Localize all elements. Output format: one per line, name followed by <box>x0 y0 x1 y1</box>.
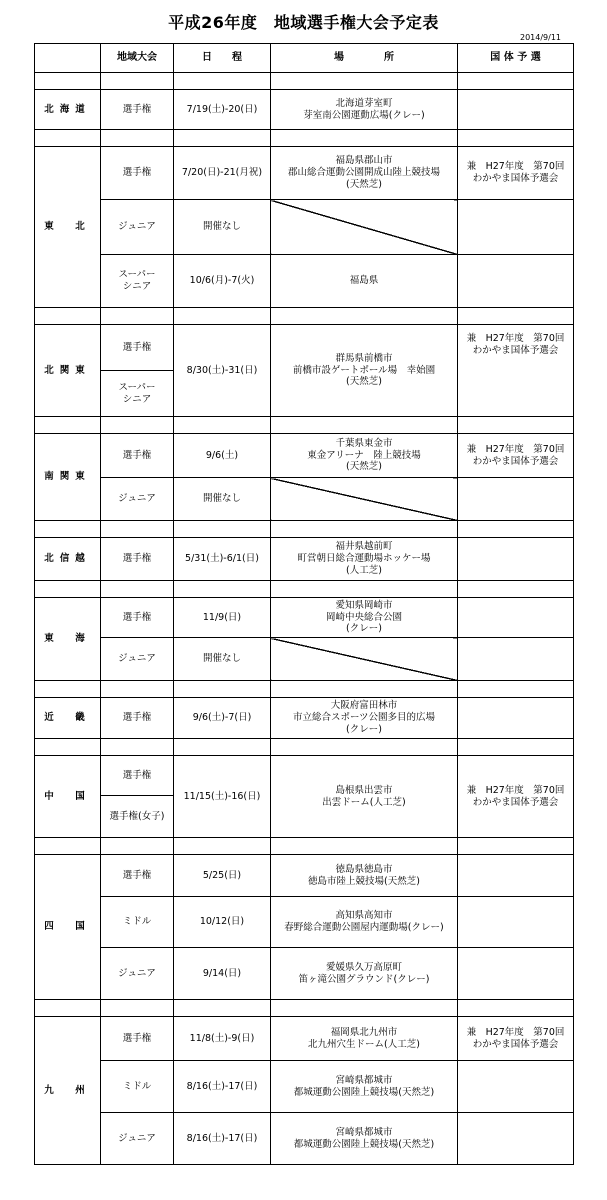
table-row <box>35 434 574 478</box>
region-hokkaido: 北海道 <box>35 90 101 130</box>
region-tohoku: 東 北 <box>35 147 101 308</box>
region-kyushu: 九 州 <box>35 1017 101 1165</box>
event-cell: 選手権 <box>101 855 174 897</box>
table-row <box>35 638 574 681</box>
separator-row <box>35 1000 574 1017</box>
region-minamikanto: 南関東 <box>35 434 101 521</box>
table-row <box>35 538 574 581</box>
venue-cell: 福岡県北九州市 北九州穴生ドーム(人工芝) <box>271 1017 458 1061</box>
kokutai-cell: 兼 H27年度 第70回 わかやま国体予選会 <box>458 756 574 838</box>
venue-cell: 大阪府富田林市 市立総合スポーツ公園多目的広場 (クレー) <box>271 698 458 739</box>
date-cell: 8/30(土)-31(日) <box>174 325 271 417</box>
date-cell: 7/20(日)-21(月祝) <box>174 147 271 200</box>
separator-row <box>35 681 574 698</box>
header-row <box>35 44 574 73</box>
event-cell: ジュニア <box>101 948 174 1000</box>
kokutai-cell <box>458 1061 574 1113</box>
header-event: 地域大会 <box>101 44 174 73</box>
kokutai-cell <box>458 90 574 130</box>
kokutai-cell <box>458 598 574 638</box>
venue-cell: 北海道芽室町 芽室南公園運動広場(クレー) <box>271 90 458 130</box>
date-cell: 10/12(日) <box>174 897 271 948</box>
date-cell: 開催なし <box>174 200 271 255</box>
kokutai-cell: 兼 H27年度 第70回 わかやま国体予選会 <box>458 1017 574 1061</box>
table-row <box>35 200 574 255</box>
separator-row <box>35 838 574 855</box>
event-cell: 選手権 <box>101 756 174 796</box>
table-row <box>35 1113 574 1165</box>
event-cell: スーパー シニア <box>101 255 174 308</box>
separator-row <box>35 739 574 756</box>
region-chugoku: 中 国 <box>35 756 101 838</box>
kokutai-cell: 兼 H27年度 第70回 わかやま国体予選会 <box>458 434 574 478</box>
kokutai-cell <box>458 855 574 897</box>
venue-cell-crossed <box>271 478 458 521</box>
table-row <box>35 90 574 130</box>
kokutai-cell <box>458 255 574 308</box>
date-cell: 11/9(日) <box>174 598 271 638</box>
kokutai-cell <box>458 478 574 521</box>
table-row <box>35 698 574 739</box>
event-cell: ジュニア <box>101 478 174 521</box>
venue-cell: 千葉県東金市 東金アリーナ 陸上競技場 (天然芝) <box>271 434 458 478</box>
table-row <box>35 948 574 1000</box>
venue-cell: 島根県出雲市 出雲ドーム(人工芝) <box>271 756 458 838</box>
table-row <box>35 1061 574 1113</box>
issue-date: 2014/9/11 <box>520 33 562 42</box>
event-cell: 選手権 <box>101 1017 174 1061</box>
event-cell: ジュニア <box>101 1113 174 1165</box>
event-cell: スーパー シニア <box>101 371 174 417</box>
kokutai-cell <box>458 538 574 581</box>
separator-row <box>35 581 574 598</box>
date-cell: 開催なし <box>174 478 271 521</box>
venue-cell: 福井県越前町 町営朝日総合運動場ホッケー場 (人工芝) <box>271 538 458 581</box>
table-row <box>35 255 574 308</box>
date-cell: 11/15(土)-16(日) <box>174 756 271 838</box>
venue-cell: 宮崎県都城市 都城運動公園陸上競技場(天然芝) <box>271 1061 458 1113</box>
schedule-table <box>34 43 574 1165</box>
date-cell: 9/6(土) <box>174 434 271 478</box>
separator-row <box>35 130 574 147</box>
event-cell: ジュニア <box>101 200 174 255</box>
venue-cell: 愛知県岡崎市 岡崎中央総合公園 (クレー) <box>271 598 458 638</box>
table-row <box>35 598 574 638</box>
event-cell: 選手権 <box>101 147 174 200</box>
region-hokushinetsu: 北信越 <box>35 538 101 581</box>
event-cell: ミドル <box>101 897 174 948</box>
date-cell: 11/8(土)-9(日) <box>174 1017 271 1061</box>
header-region <box>35 44 101 73</box>
kokutai-cell <box>458 200 574 255</box>
region-tokai: 東 海 <box>35 598 101 681</box>
kokutai-cell <box>458 1113 574 1165</box>
table-row <box>35 325 574 371</box>
event-cell: ジュニア <box>101 638 174 681</box>
kokutai-cell <box>458 948 574 1000</box>
date-cell: 10/6(月)-7(火) <box>174 255 271 308</box>
page-title: 平成26年度 地域選手権大会予定表 <box>168 13 439 32</box>
venue-cell: 高知県高知市 春野総合運動公園屋内運動場(クレー) <box>271 897 458 948</box>
date-cell: 開催なし <box>174 638 271 681</box>
region-shikoku: 四 国 <box>35 855 101 1000</box>
event-cell: 選手権 <box>101 434 174 478</box>
region-kitakanto: 北関東 <box>35 325 101 417</box>
event-cell: ミドル <box>101 1061 174 1113</box>
venue-cell-crossed <box>271 638 458 681</box>
table-row <box>35 756 574 796</box>
date-cell: 9/6(土)-7(日) <box>174 698 271 739</box>
date-cell: 5/25(日) <box>174 855 271 897</box>
venue-cell: 愛媛県久万高原町 笛ヶ滝公園グラウンド(クレー) <box>271 948 458 1000</box>
event-cell: 選手権(女子) <box>101 796 174 838</box>
table-row <box>35 897 574 948</box>
table-row <box>35 1017 574 1061</box>
table-row <box>35 478 574 521</box>
venue-cell: 徳島県徳島市 徳島市陸上競技場(天然芝) <box>271 855 458 897</box>
date-cell: 8/16(土)-17(日) <box>174 1061 271 1113</box>
venue-cell: 群馬県前橋市 前橋市設ゲートボール場 幸始園 (天然芝) <box>271 325 458 417</box>
separator-row <box>35 308 574 325</box>
venue-cell-crossed <box>271 200 458 255</box>
date-cell: 5/31(土)-6/1(日) <box>174 538 271 581</box>
table-row <box>35 147 574 200</box>
event-cell: 選手権 <box>101 538 174 581</box>
venue-cell: 福島県 <box>271 255 458 308</box>
region-kinki: 近 畿 <box>35 698 101 739</box>
date-cell: 7/19(土)-20(日) <box>174 90 271 130</box>
kokutai-cell: 兼 H27年度 第70回 わかやま国体予選会 <box>458 147 574 200</box>
separator-row <box>35 521 574 538</box>
kokutai-cell <box>458 698 574 739</box>
table-row <box>35 855 574 897</box>
venue-cell: 宮崎県都城市 都城運動公園陸上競技場(天然芝) <box>271 1113 458 1165</box>
date-cell: 9/14(日) <box>174 948 271 1000</box>
header-schedule: 日 程 <box>174 44 271 73</box>
event-cell: 選手権 <box>101 698 174 739</box>
date-cell: 8/16(土)-17(日) <box>174 1113 271 1165</box>
event-cell: 選手権 <box>101 598 174 638</box>
header-venue: 場 所 <box>271 44 458 73</box>
kokutai-cell <box>458 638 574 681</box>
separator-row <box>35 73 574 90</box>
kokutai-cell <box>458 897 574 948</box>
header-kokutai: 国 体 予 選 <box>458 44 574 73</box>
kokutai-cell: 兼 H27年度 第70回 わかやま国体予選会 <box>458 325 574 417</box>
venue-cell: 福島県郡山市 郡山総合運動公園開成山陸上競技場 (天然芝) <box>271 147 458 200</box>
event-cell: 選手権 <box>101 325 174 371</box>
event-cell: 選手権 <box>101 90 174 130</box>
separator-row <box>35 417 574 434</box>
